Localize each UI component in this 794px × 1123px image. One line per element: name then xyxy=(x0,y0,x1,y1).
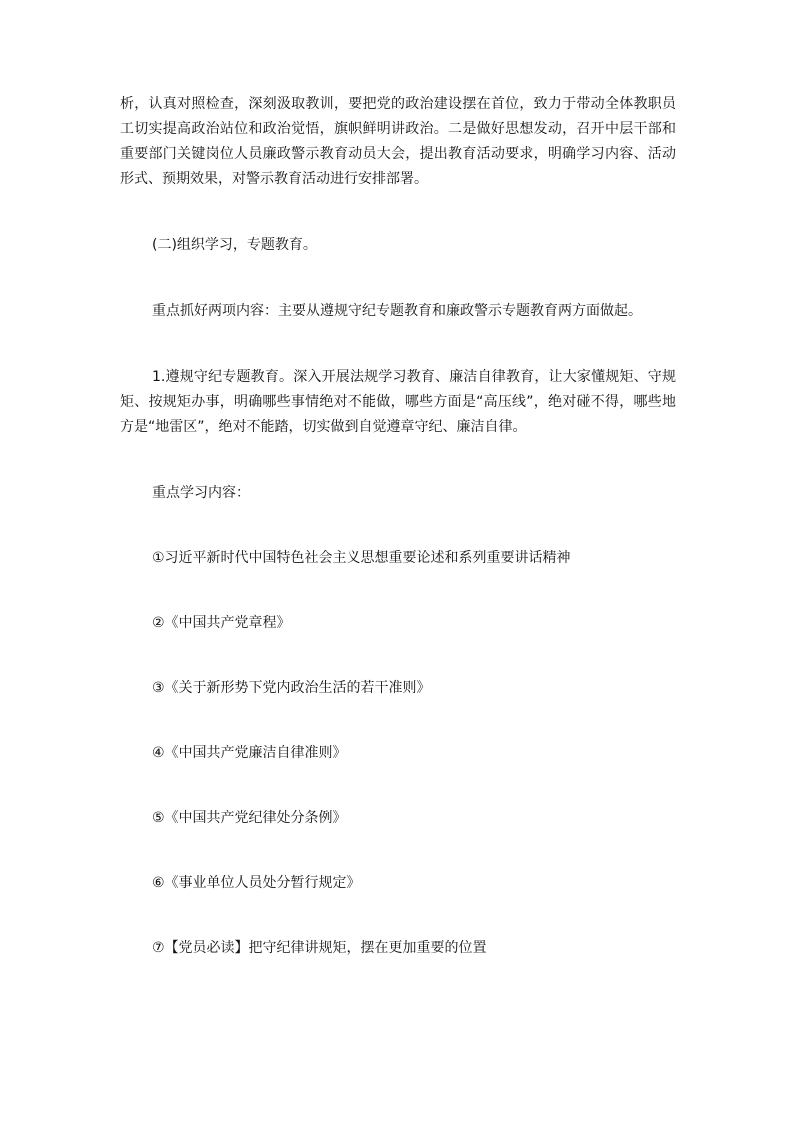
study-item-6: ⑥《事业单位人员处分暂行规定》 xyxy=(152,875,361,891)
paragraph-continuation: 析，认真对照检查，深刻汲取教训，要把党的政治建设摆在首位，致力于带动全体教职员工切实提高政治站位和政治觉悟，旗帜鲜明讲政治。二是做好思想发动，召开中层干部和重要部门关键岗位人员廉政警示教育动员大会，提出教育活动要求，明确学习内容、活动形式、预期效果，对警示教育活动进行安排部署。 xyxy=(120,96,676,187)
study-content-heading: 重点学习内容： xyxy=(152,485,250,501)
study-item-5: ⑤《中国共产党纪律处分条例》 xyxy=(152,810,347,826)
study-item-1: ①习近平新时代中国特色社会主义思想重要论述和系列重要讲话精神 xyxy=(152,550,571,566)
paragraph-discipline-education: 1.遵规守纪专题教育。深入开展法规学习教育、廉洁自律教育，让大家懂规矩、守规矩、按规矩办事，明确哪些事情绝对不能做，哪些方面是“高压线”，绝对碰不得，哪些地方是“地雷区”，绝对不能踏，切实做到自觉遵章守纪、廉洁自律。 xyxy=(120,369,676,435)
study-item-2: ②《中国共产党章程》 xyxy=(152,615,291,631)
section-heading: (二)组织学习，专题教育。 xyxy=(152,237,317,253)
study-item-7: ⑦【党员必读】把守纪律讲规矩，摆在更加重要的位置 xyxy=(152,940,487,956)
study-item-3: ③《关于新形势下党内政治生活的若干准则》 xyxy=(152,680,431,696)
document-body xyxy=(120,92,676,961)
study-item-4: ④《中国共产党廉洁自律准则》 xyxy=(152,745,347,761)
paragraph-key-content: 重点抓好两项内容：主要从遵规守纪专题教育和廉政警示专题教育两方面做起。 xyxy=(152,303,642,319)
